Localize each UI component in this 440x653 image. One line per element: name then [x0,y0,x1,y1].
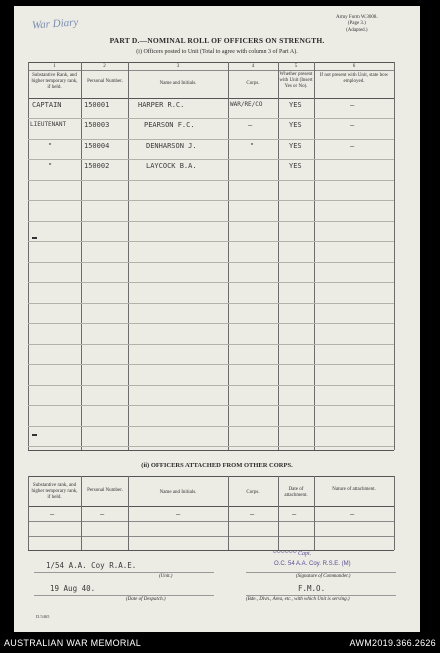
row1-rank: CAPTAIN [32,101,62,109]
bde-line [246,595,396,596]
row1-employed: — [350,101,355,109]
table1-num-rule [28,70,394,71]
table1-row-rule [28,262,394,263]
row2-employed: — [350,121,355,129]
document-page [14,6,420,632]
row2-rank: LIEUTENANT [30,121,67,128]
page-title: PART D.—NOMINAL ROLL OF OFFICERS ON STRENGTH. [109,36,325,45]
table1-row-rule [28,426,394,427]
margin-mark [32,434,37,436]
row4-name: LAYCOCK B.A. [146,162,197,170]
row3-corps: " [250,142,255,150]
page-subtitle: (i) Officers posted to Unit (Total to agree with column 3 of Part A). [136,49,298,55]
t2-col4-header: Corps. [246,490,260,495]
col2-number: 2 [103,64,106,69]
row4-present: YES [289,162,302,170]
bde-label: (Bde., Divn., Area, etc., with which Unit is serving.) [246,597,350,602]
table1-col-divider [394,62,395,450]
table2-row-rule [28,521,394,522]
row2-number: 150003 [84,121,110,129]
col1-header: Substantive Rank, and higher temporary rank, if held. [31,73,78,90]
commander-signature [272,547,311,558]
row1-corps: WAR/RE/CO [230,101,263,108]
row3-rank: " [48,142,53,150]
table2-top-rule [28,476,394,477]
col6-header: If not present with Unit, state how employed. [319,73,389,84]
t2-dash: — [100,510,105,518]
col1-number: 1 [53,64,56,69]
table1-row-rule [28,221,394,222]
row2-name: PEARSON F.C. [144,121,195,129]
date-value: 19 Aug 40. [50,584,96,593]
date-label: (Date of Despatch.) [126,597,166,602]
table2-col-divider [81,476,82,550]
col5-header: Whether present with Unit (Insert Yes or No). [279,72,313,89]
commander-label: (Signature of Commander.) [296,574,351,579]
table2-header-rule [28,506,394,507]
table1-col-divider [278,62,279,450]
margin-mark [32,237,37,239]
form-ref-line1: Army Form W.3008. [336,15,378,20]
table1-header-rule [28,98,394,99]
t2-dash: — [176,510,181,518]
t2-col5-header: Date of attachment. [284,487,308,498]
col5-number: 5 [294,64,298,69]
date-line [34,595,214,596]
table1-row-rule [28,344,394,345]
row3-employed: — [350,142,355,150]
row2-corps: — [248,121,253,129]
form-ref-line2: (Page 3.) [347,21,366,27]
table2-col-divider [228,476,229,550]
table1-bottom-rule [28,450,394,451]
table1-col-divider [228,62,229,450]
commander-rank: Capt. [298,551,312,557]
table1-col-divider [81,62,82,450]
t2-dash: — [292,510,297,518]
table1-row-rule [28,323,394,324]
table2-row-rule [28,536,394,537]
table1-row-rule [28,446,394,447]
row4-rank: " [48,162,53,170]
form-reference [336,15,378,34]
table1-col-divider [28,62,29,450]
unit-line [34,572,214,573]
row1-number: 150001 [84,101,110,109]
table1-row-rule [28,303,394,304]
section2-title: (ii) OFFICERS ATTACHED FROM OTHER CORPS. [141,462,293,469]
signature-scribble: 〰〰〰 [272,548,296,557]
row1-present: YES [289,101,302,109]
table2-col-divider [314,476,315,550]
row4-number: 150002 [84,162,110,170]
bde-value: F.M.O. [298,584,326,593]
row1-name: HARPER R.C. [138,101,185,109]
t2-col3-header: Name and Initials. [159,490,197,495]
t2-col6-header: Nature of attachment. [332,487,376,492]
col4-header: Corps. [246,81,260,86]
t2-col2-header: Personal Number. [87,488,123,493]
table2-col-divider [28,476,29,550]
unit-value: 1/54 A.A. Coy R.A.E. [46,561,137,570]
row3-present: YES [289,142,302,150]
table1-row-rule [28,139,394,140]
commander-line [246,572,396,573]
col4-number: 4 [251,64,255,69]
table1-row-rule [28,282,394,283]
table1-row-rule [28,180,394,181]
table1-row-rule [28,385,394,386]
col6-number: 6 [352,64,356,69]
footer-institution: AUSTRALIAN WAR MEMORIAL [4,638,142,648]
col3-number: 3 [176,64,180,69]
table1-row-rule [28,159,394,160]
t2-col1-header: Substantive rank, and higher temporary rank, if held. [31,483,78,500]
t2-dash: — [350,510,355,518]
war-diary-stamp: War Diary [31,16,79,32]
table1-row-rule [28,241,394,242]
col2-header: Personal Number. [87,79,123,84]
row3-number: 150004 [84,142,110,150]
print-code: D.5465 [36,614,50,619]
footer-accession: AWM2019.366.2626 [349,638,436,648]
table1-row-rule [28,405,394,406]
unit-label: (Unit.) [159,574,173,579]
table1-col-divider [314,62,315,450]
table1-row-rule [28,200,394,201]
table1-row-rule [28,364,394,365]
commander-stamp: O.C. 54 A.A. Coy. R.S.E. (M) [274,561,351,567]
row2-present: YES [289,121,302,129]
table2-col-divider [128,476,129,550]
t2-dash: — [50,510,55,518]
t2-dash: — [250,510,255,518]
form-ref-line3: (Adapted.) [346,27,368,33]
table1-col-divider [128,62,129,450]
table2-bottom-rule [28,550,394,551]
row3-name: DENHARSON J. [146,142,197,150]
table1-row-rule [28,118,394,119]
table2-col-divider [394,476,395,550]
table1-top-rule [28,62,394,63]
col3-header: Name and Initials. [159,81,197,86]
